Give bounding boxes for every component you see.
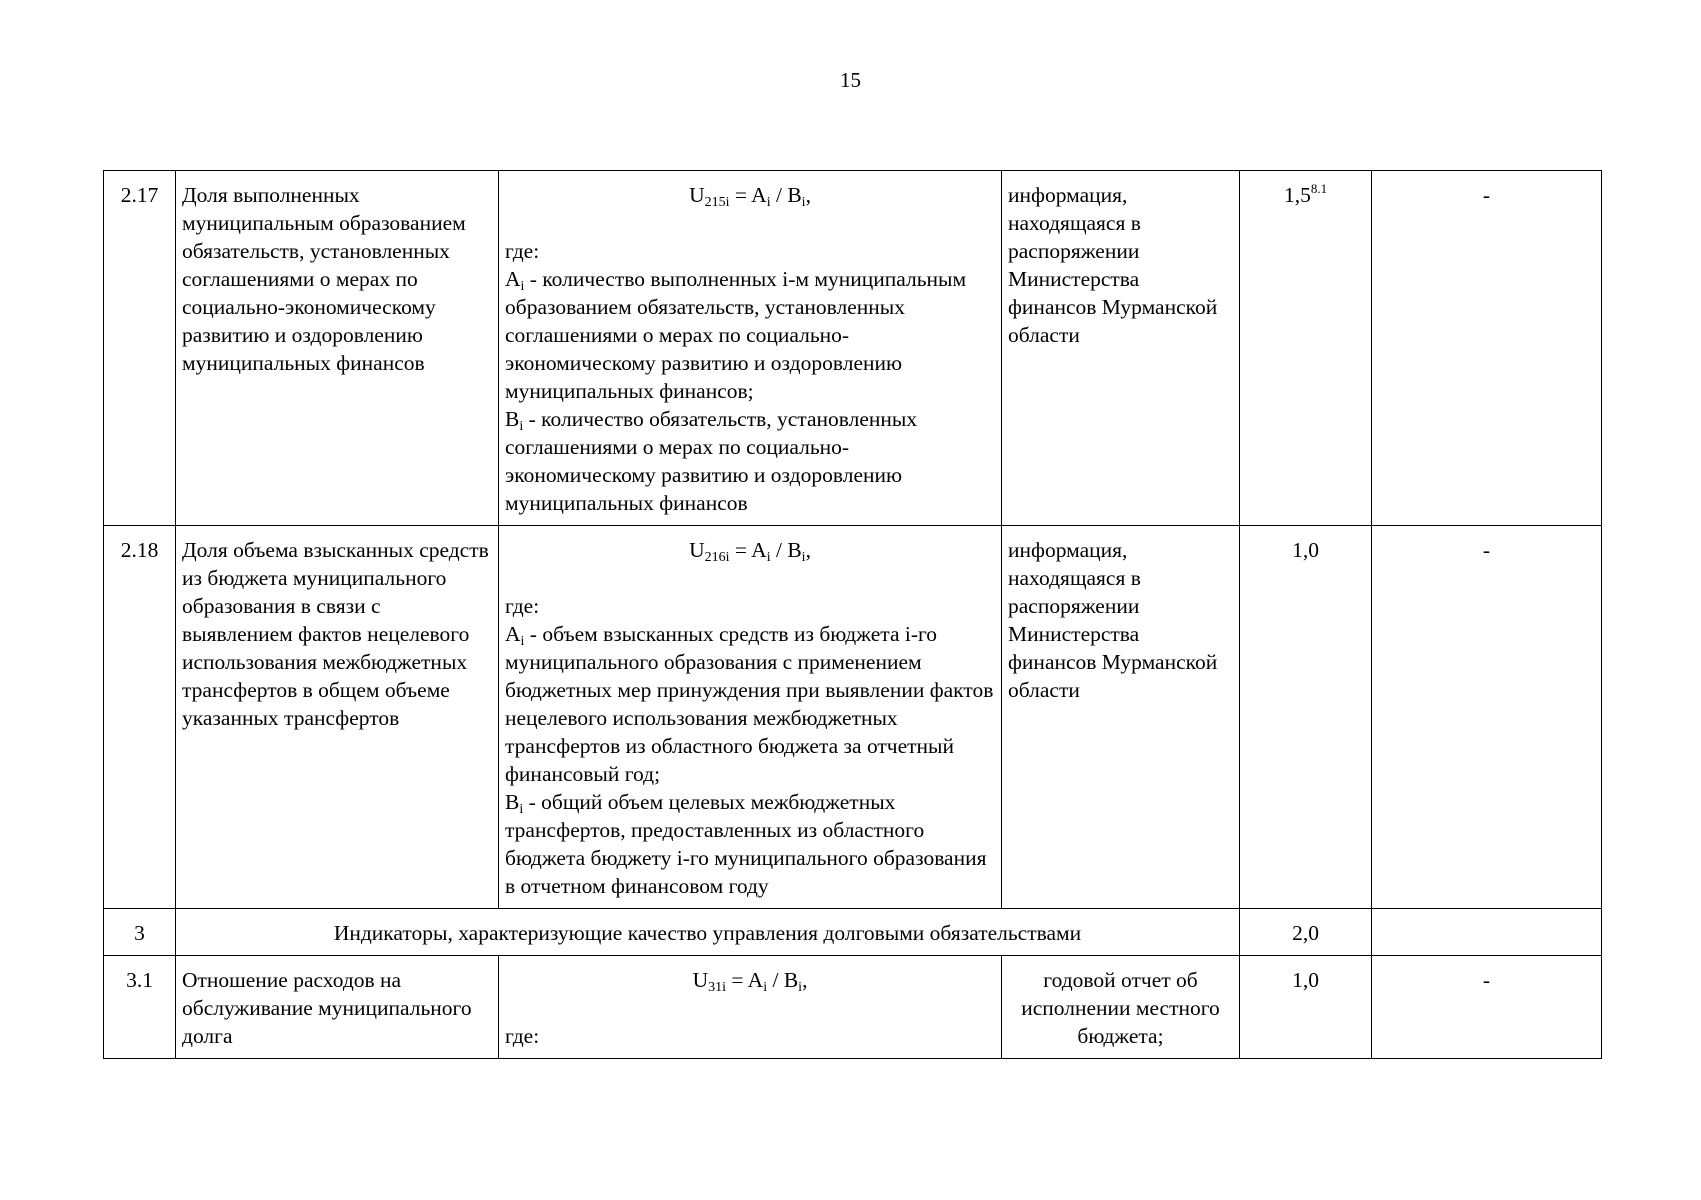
row-number: 2.17 (104, 171, 176, 526)
indicators-table (103, 170, 1602, 1059)
table-row (104, 526, 1602, 909)
indicator-name: Отношение расходов на обслуживание муниципального долга (176, 956, 499, 1059)
where-label: где: (505, 594, 540, 618)
note-cell: - (1372, 171, 1602, 526)
row-number: 2.18 (104, 526, 176, 909)
section-title: Индикаторы, характеризующие качество управления долговыми обязательствами (176, 909, 1240, 956)
weight-value: 1,0 (1240, 526, 1372, 909)
formula-cell (499, 956, 1002, 1059)
where-label: где: (505, 1024, 540, 1048)
section-number: 3 (104, 909, 176, 956)
table-row (104, 956, 1602, 1059)
section-weight: 2,0 (1240, 909, 1372, 956)
definition-b: $B_i$ - количество обязательств, установленных соглашениями о мерах по социально-экономическому развитию и оздоровлению муниципальных финансов (505, 407, 918, 515)
indicator-name: Доля выполненных муниципальным образованием обязательств, установленных соглашениями о мерах по социально-экономическому развитию и оздоровлению муниципальных финансов (176, 171, 499, 526)
row-number: 3.1 (104, 956, 176, 1059)
formula: $U_{31i} = A_i / B_i$, (692, 968, 808, 995)
note-cell: - (1372, 956, 1602, 1059)
formula-cell (499, 171, 1002, 526)
weight-value: $1,5^{8.1}$ (1240, 171, 1372, 526)
page-number: 15 (840, 68, 861, 92)
table-row (104, 171, 1602, 526)
data-source: информация, находящаяся в распоряжении Министерства финансов Мурманской области (1002, 171, 1240, 526)
indicator-name: Доля объема взысканных средств из бюджета муниципального образования в связи с выявлением фактов нецелевого использования межбюджетных трансфертов в общем объеме указанных трансфертов (176, 526, 499, 909)
data-source: информация, находящаяся в распоряжении Министерства финансов Мурманской области (1002, 526, 1240, 909)
formula-cell (499, 526, 1002, 909)
weight-value: 1,0 (1240, 956, 1372, 1059)
formula: $U_{215i} = A_i / B_i$, (689, 183, 811, 210)
section-note (1372, 909, 1602, 956)
definition-a: $A_i$ - количество выполненных i-м муниципальным образованием обязательств, установленных соглашениями о мерах по социально-экономическому развитию и оздоровлению муниципальных финансов; (505, 267, 967, 403)
section-row (104, 909, 1602, 956)
definition-b: $B_i$ - общий объем целевых межбюджетных трансфертов, предоставленных из областного бюджета бюджету i-го муниципального образования в отчетном финансовом году (505, 790, 987, 898)
formula: $U_{216i} = A_i / B_i$, (689, 538, 811, 565)
data-source: годовой отчет об исполнении местного бюджета; (1002, 956, 1240, 1059)
where-label: где: (505, 239, 540, 263)
note-cell: - (1372, 526, 1602, 909)
definition-a: $A_i$ - объем взысканных средств из бюджета i-го муниципального образования с применением бюджетных мер принуждения при выявлении фактов нецелевого использования межбюджетных трансфертов из областного бюджета за отчетный финансовый год; (505, 622, 994, 786)
